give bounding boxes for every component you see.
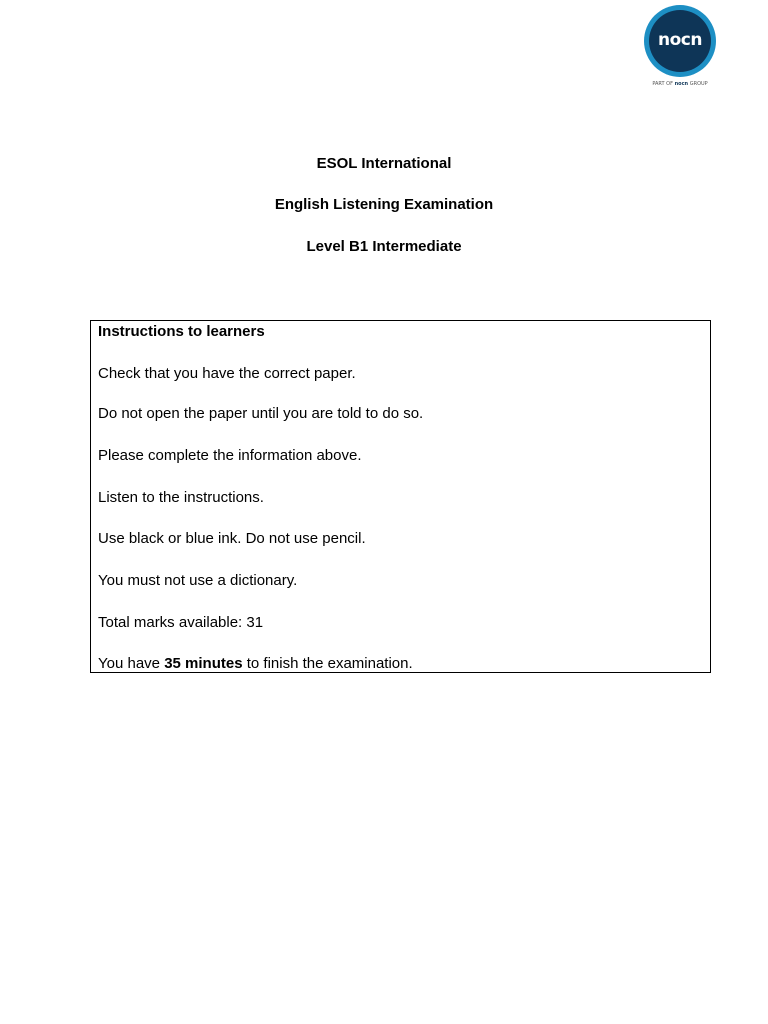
logo-tagline-prefix: PART OF bbox=[652, 81, 673, 87]
instructions-box bbox=[90, 320, 711, 673]
logo-ring bbox=[644, 5, 716, 77]
logo-wordmark: nocn bbox=[658, 30, 702, 50]
exam-name-title: English Listening Examination bbox=[274, 196, 494, 213]
instruction-item: Do not open the paper until you are told to do so. bbox=[98, 405, 424, 422]
exam-board-title: ESOL International bbox=[316, 155, 452, 172]
logo-core bbox=[649, 10, 711, 72]
instruction-item: Use black or blue ink. Do not use pencil. bbox=[98, 530, 366, 547]
instruction-item: Please complete the information above. bbox=[98, 447, 362, 464]
logo-tagline-brand: nocn bbox=[674, 81, 689, 87]
time-suffix: to finish the examination. bbox=[242, 655, 413, 672]
exam-level-title: Level B1 Intermediate bbox=[306, 238, 462, 255]
time-emphasis: 35 minutes bbox=[164, 655, 243, 672]
logo-tagline bbox=[642, 81, 718, 88]
instruction-item: Total marks available: 31 bbox=[98, 614, 264, 631]
instructions-heading: Instructions to learners bbox=[98, 323, 265, 340]
time-prefix: You have bbox=[98, 655, 165, 672]
time-instruction bbox=[98, 655, 413, 673]
instruction-item: You must not use a dictionary. bbox=[98, 572, 298, 589]
instruction-item: Listen to the instructions. bbox=[98, 489, 264, 506]
instruction-item: Check that you have the correct paper. bbox=[98, 365, 356, 382]
logo-tagline-suffix: GROUP bbox=[689, 81, 708, 87]
nocn-logo bbox=[642, 4, 718, 88]
